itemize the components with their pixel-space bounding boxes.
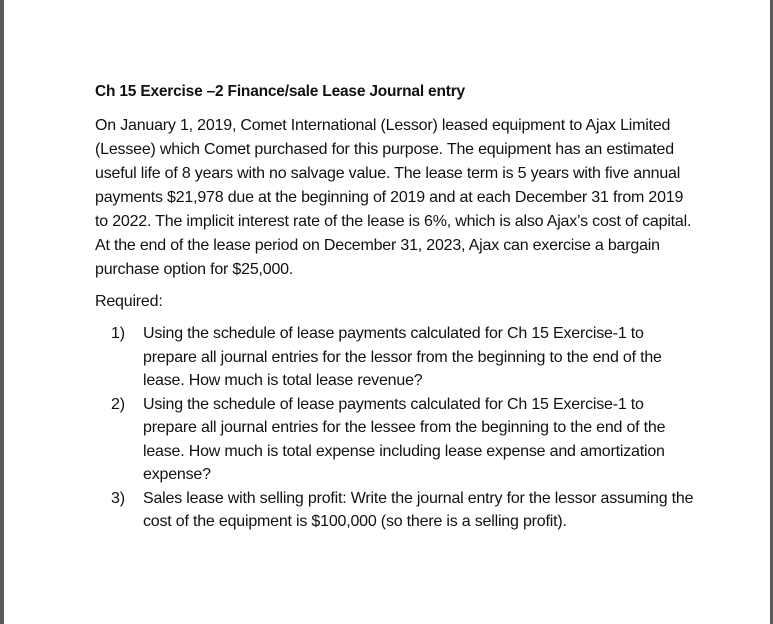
- requirement-number: 1): [111, 325, 125, 342]
- requirements-list: [95, 322, 695, 534]
- requirement-text: Using the schedule of lease payments calculated for Ch 15 Exercise-1 to prepare all journal entries for the lessor from the beginning to the end of the lease. How much is total lease revenue?: [143, 325, 662, 389]
- document-page: [95, 76, 695, 534]
- problem-paragraph: On January 1, 2019, Comet International (Lessor) leased equipment to Ajax Limited (Lessee) which Comet purchased for this purpose. The equipment has an estimated useful life of 8 years with no salvage value. The lease term is 5 years with five annual payments $21,978 due at the beginning of 2019 and at each December 31 from 2019 to 2022. The implicit interest rate of the lease is 6%, which is also Ajax’s cost of capital. At the end of the lease period on December 31, 2023, Ajax can exercise a bargain purchase option for $25,000.: [95, 117, 692, 278]
- requirement-text: Using the schedule of lease payments calculated for Ch 15 Exercise-1 to prepare all journal entries for the lessee from the beginning to the end of the lease. How much is total expense including lease expense and amortization expense?: [143, 395, 666, 483]
- requirement-number: 3): [111, 489, 125, 507]
- requirement-item: [95, 322, 695, 393]
- required-label: Required:: [95, 293, 163, 310]
- requirement-item: [95, 393, 695, 487]
- requirement-item: [95, 487, 695, 534]
- requirement-number: 2): [111, 395, 125, 413]
- document-title: Ch 15 Exercise –2 Finance/sale Lease Journal entry: [95, 83, 465, 100]
- requirement-text: Sales lease with selling profit: Write the journal entry for the lessor assuming the cost of the equipment is $100,000 (so there is a selling profit).: [143, 489, 694, 530]
